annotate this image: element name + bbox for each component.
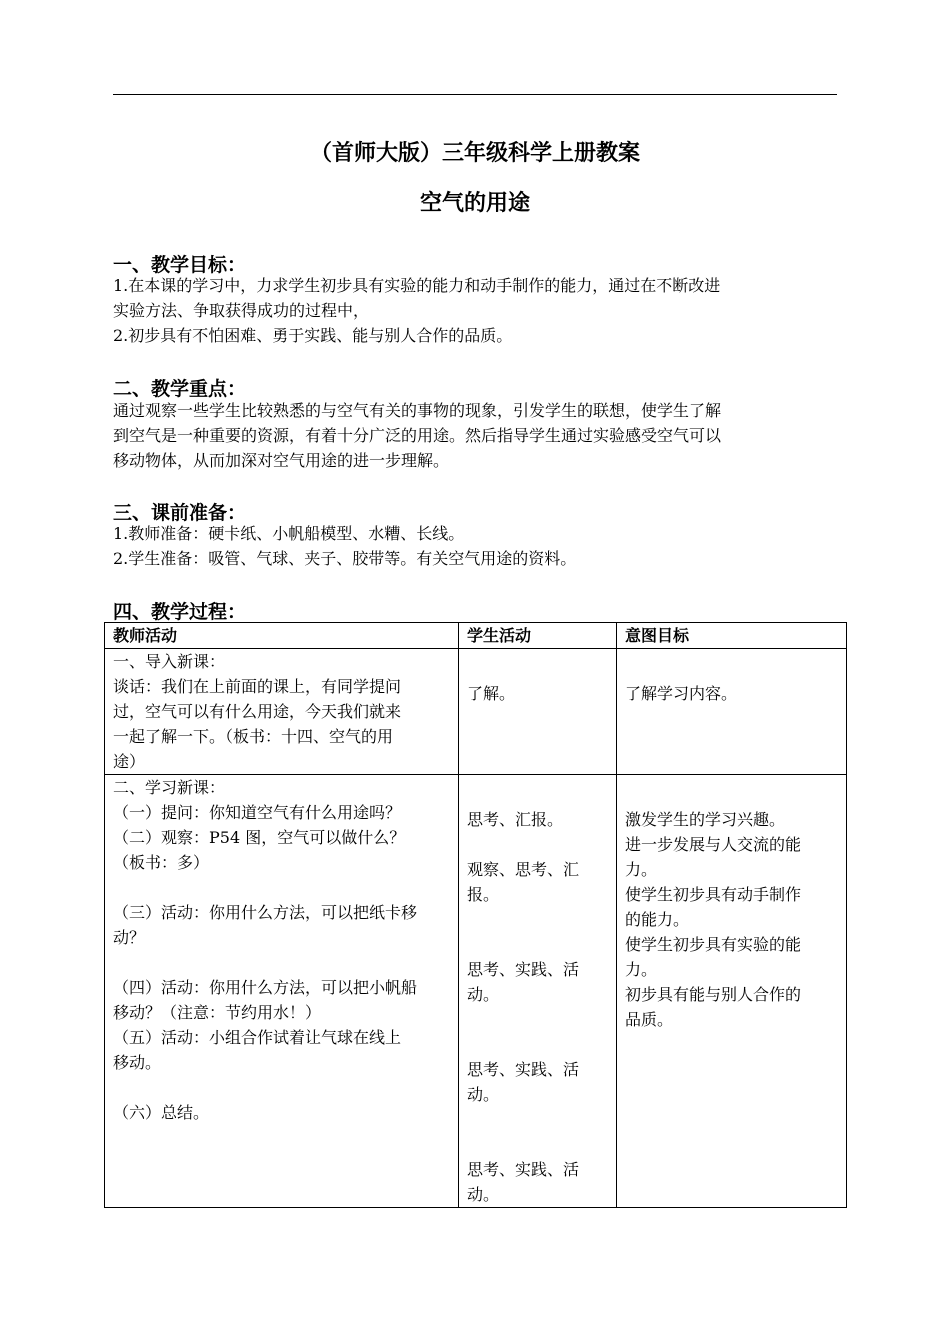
section-heading-prep: 三、课前准备： [113, 502, 247, 524]
section-heading-process: 四、教学过程： [113, 601, 247, 623]
section-body-prep [113, 521, 839, 571]
blank-line [467, 832, 608, 857]
cell-line: 力。 [625, 960, 658, 979]
cell-line: 二、学习新课： [113, 778, 226, 797]
goal-cell [617, 775, 847, 1208]
cell-line: 思考、实践、活 [467, 960, 580, 979]
prep-line: 2.学生准备：吸管、气球、夹子、胶带等。有关空气用途的资料。 [113, 549, 577, 568]
cell-line: （三）活动：你用什么方法，可以把纸卡移 [113, 903, 418, 922]
cell-line: （五）活动：小组合作试着让气球在线上 [113, 1028, 402, 1047]
column-header-teacher: 教师活动 [105, 623, 459, 649]
cell-line: 动。 [467, 985, 500, 1004]
cell-line: 力。 [625, 860, 658, 879]
blank-line [467, 1007, 608, 1032]
cell-line: 进一步发展与人交流的能 [625, 835, 802, 854]
column-header-goal: 意图目标 [617, 623, 847, 649]
blank-line [113, 950, 450, 975]
teacher-cell [105, 775, 459, 1208]
prep-line: 1.教师准备：硬卡纸、小帆船模型、水糟、长线。 [113, 524, 465, 543]
goals-line: 实验方法、争取获得成功的过程中， [113, 301, 370, 320]
table-row [105, 775, 847, 1208]
table-row [105, 649, 847, 775]
student-cell [459, 649, 617, 775]
process-table [104, 622, 847, 1208]
cell-line: 使学生初步具有动手制作 [625, 885, 802, 904]
focus-line: 移动物体，从而加深对空气用途的进一步理解。 [113, 451, 450, 470]
focus-line: 通过观察一些学生比较熟悉的与空气有关的事物的现象，引发学生的联想，使学生了解 [113, 401, 722, 420]
document-title: （首师大版）三年级科学上册教案 [309, 141, 640, 166]
cell-line: 观察、思考、汇 [467, 860, 580, 879]
cell-line: 动。 [467, 1085, 500, 1104]
cell-line: （板书：多） [113, 853, 210, 872]
table-header-row [105, 623, 847, 649]
cell-line: 移动？（注意：节约用水！） [113, 1003, 322, 1022]
document-subtitle: 空气的用途 [419, 191, 530, 216]
section-heading-focus: 二、教学重点： [113, 378, 247, 400]
teacher-cell [105, 649, 459, 775]
cell-line: 初步具有能与别人合作的 [625, 985, 802, 1004]
blank-line [113, 1075, 450, 1100]
cell-line: （六）总结。 [113, 1103, 210, 1122]
cell-line: 思考、实践、活 [467, 1160, 580, 1179]
cell-line: 激发学生的学习兴趣。 [625, 810, 786, 829]
cell-line: 谈话：我们在上前面的课上，有同学提问 [113, 677, 402, 696]
cell-line: 动。 [467, 1185, 500, 1204]
cell-line: 一起了解一下。（板书：十四、空气的用 [113, 727, 394, 746]
goals-line: 1.在本课的学习中，力求学生初步具有实验的能力和动手制作的能力，通过在不断改进 [113, 276, 721, 295]
cell-line: 思考、汇报。 [467, 810, 564, 829]
section-heading-goals: 一、教学目标： [113, 254, 247, 276]
cell-line: （四）活动：你用什么方法，可以把小帆船 [113, 978, 418, 997]
goal-cell [617, 649, 847, 775]
blank-line [467, 1032, 608, 1057]
cell-line: 了解学习内容。 [625, 684, 738, 703]
cell-line: 过，空气可以有什么用途，今天我们就来 [113, 702, 402, 721]
blank-line [467, 1107, 608, 1132]
blank-line [467, 932, 608, 957]
cell-line: 动？ [113, 928, 146, 947]
cell-line: 品质。 [625, 1010, 674, 1029]
section-body-goals [113, 273, 839, 348]
cell-line: 使学生初步具有实验的能 [625, 935, 802, 954]
cell-line: （一）提问：你知道空气有什么用途吗？ [113, 803, 402, 822]
blank-line [113, 875, 450, 900]
column-header-student: 学生活动 [459, 623, 617, 649]
cell-line: （二）观察：P54 图，空气可以做什么？ [113, 828, 406, 847]
section-body-focus [113, 398, 839, 473]
cell-line: 一、导入新课： [113, 652, 226, 671]
blank-line [467, 1132, 608, 1157]
header-rule [113, 94, 837, 95]
cell-line: 的能力。 [625, 910, 690, 929]
goals-line: 2.初步具有不怕困难、勇于实践、能与别人合作的品质。 [113, 326, 513, 345]
cell-line: 了解。 [467, 684, 516, 703]
student-cell [459, 775, 617, 1208]
focus-line: 到空气是一种重要的资源，有着十分广泛的用途。然后指导学生通过实验感受空气可以 [113, 426, 722, 445]
cell-line: 思考、实践、活 [467, 1060, 580, 1079]
blank-line [467, 907, 608, 932]
cell-line: 途） [113, 752, 146, 771]
cell-line: 移动。 [113, 1053, 162, 1072]
cell-line: 报。 [467, 885, 500, 904]
